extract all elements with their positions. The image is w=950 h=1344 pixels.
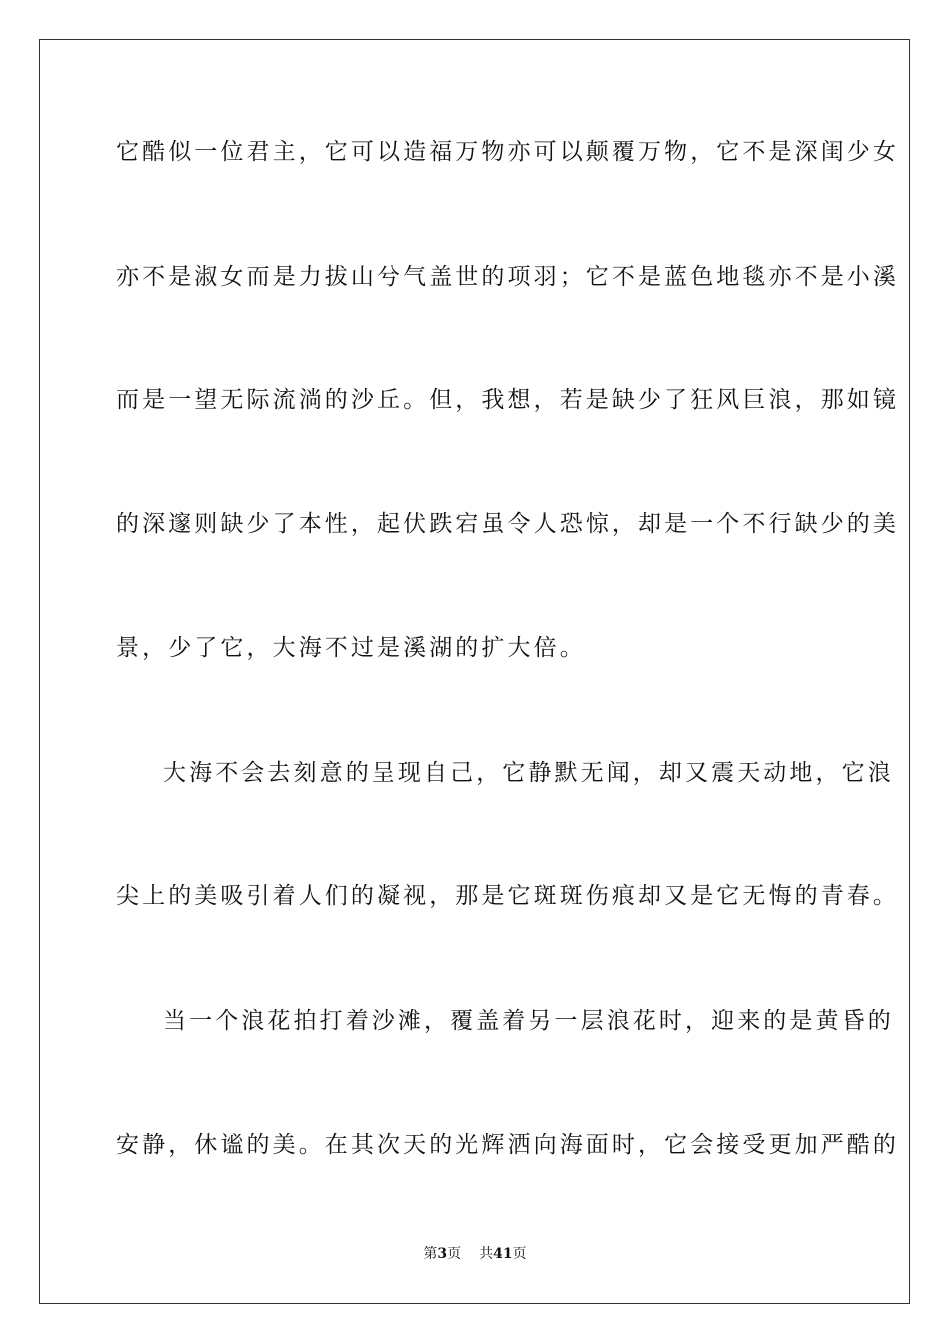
total-pages: 41 [493,1246,513,1262]
text-line-5: 景，少了它，大海不过是溪湖的扩大倍。 [116,635,586,661]
text-line-6: 大海不会去刻意的呈现自己，它静默无闻，却又震天动地，它浪 [163,760,894,786]
page-footer [0,1245,950,1263]
text-line-2: 亦不是淑女而是力拔山兮气盖世的项羽；它不是蓝色地毯亦不是小溪 [116,264,899,290]
page-border [39,39,910,1304]
text-line-4: 的深邃则缺少了本性，起伏跌宕虽令人恐惊，却是一个不行缺少的美 [116,511,899,537]
page-prefix: 第 [423,1246,438,1262]
total-prefix: 共 [479,1246,494,1262]
text-line-7: 尖上的美吸引着人们的凝视，那是它斑斑伤痕却又是它无悔的青春。 [116,883,899,909]
text-line-9: 安静，休谧的美。在其次天的光辉洒向海面时，它会接受更加严酷的 [116,1132,899,1158]
total-suffix: 页 [512,1246,527,1262]
page-suffix: 页 [447,1246,462,1262]
text-line-8: 当一个浪花拍打着沙滩，覆盖着另一层浪花时，迎来的是黄昏的 [163,1008,894,1034]
page-number: 3 [437,1246,448,1262]
text-line-1: 它酷似一位君主，它可以造福万物亦可以颠覆万物，它不是深闺少女 [116,139,899,165]
text-line-3: 而是一望无际流淌的沙丘。但，我想，若是缺少了狂风巨浪，那如镜 [116,387,899,413]
